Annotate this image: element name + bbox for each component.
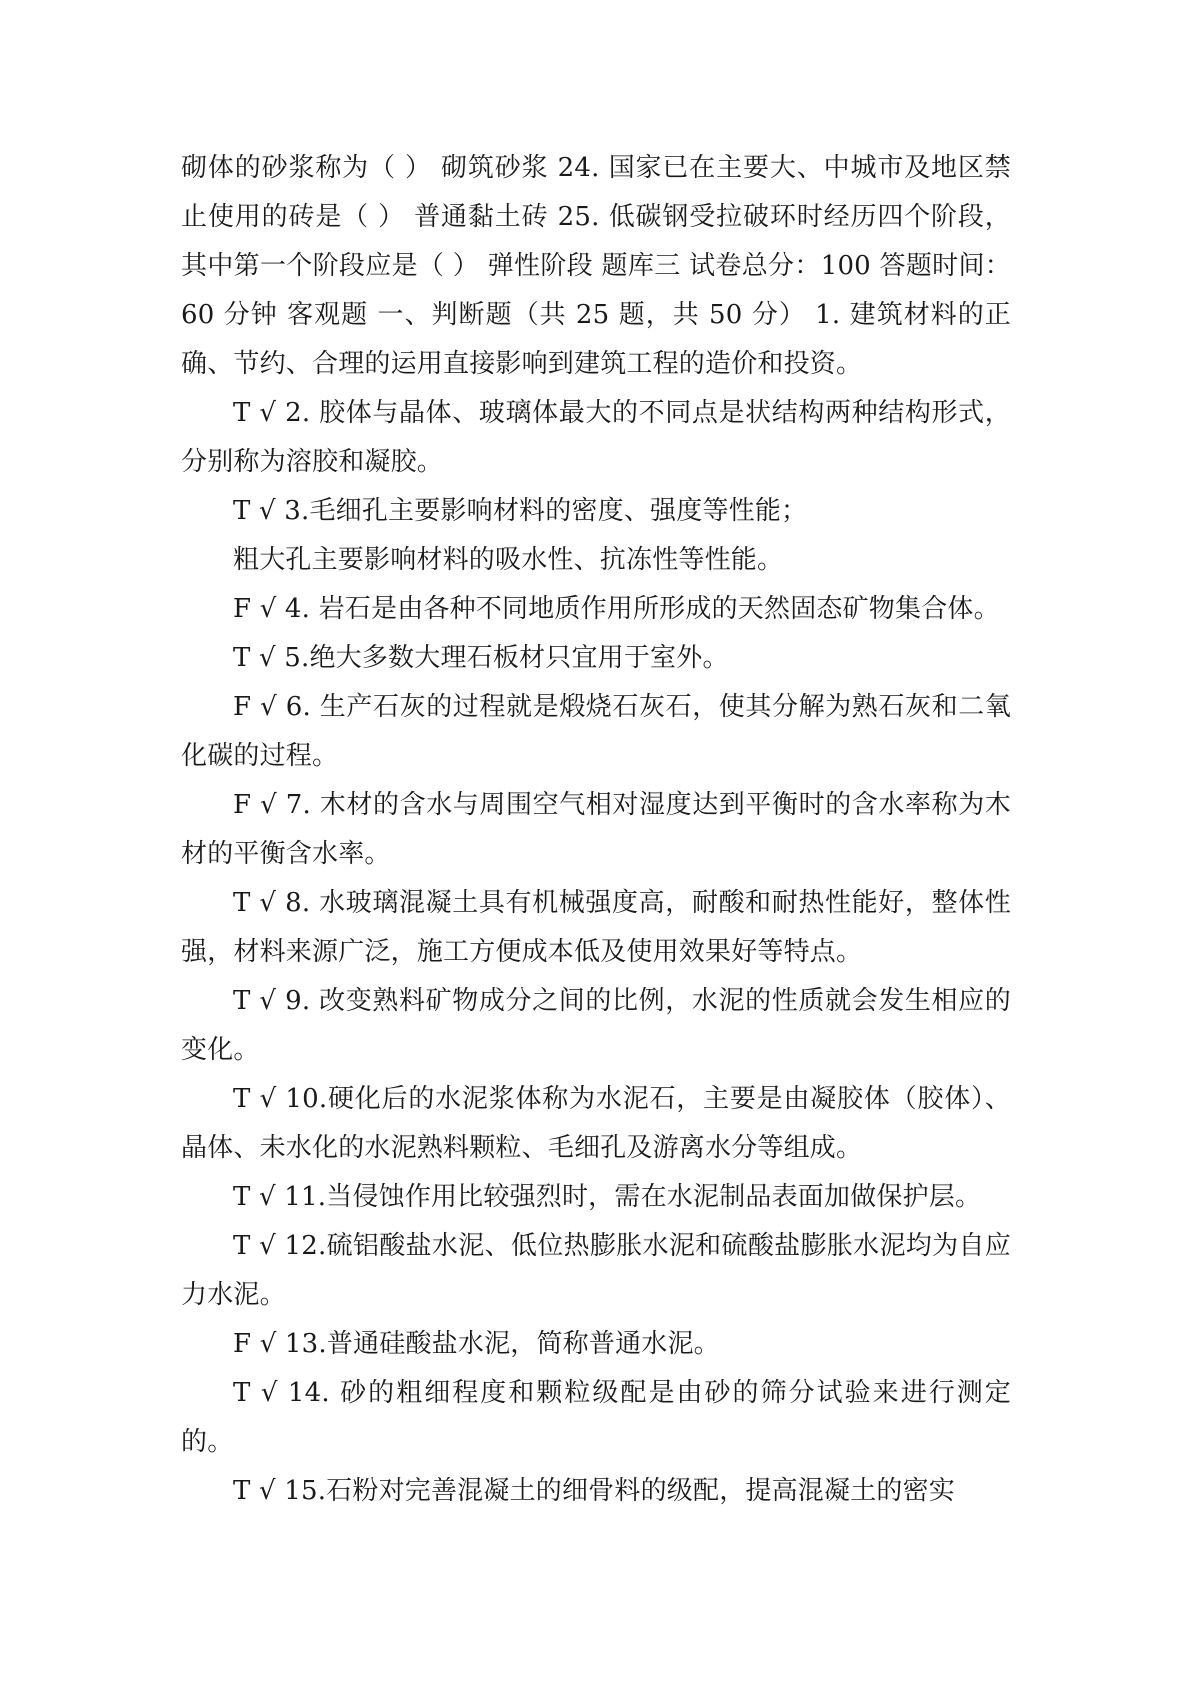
paragraph: 砌体的砂浆称为（ ） 砌筑砂浆 24. 国家已在主要大、中城市及地区禁止使用的砖是（ ） 普通黏土砖 25. 低碳钢受拉破环时经历四个阶段，其中第一个阶段应是（ ） 弹性阶段 题库三 试卷总分：100 答题时间：60 分钟 客观题 一、判断题（共 25 题，共 50 分） 1. 建筑材料的正确、节约、合理的运用直接影响到建筑工程的造价和投资。 [181, 153, 1011, 379]
paragraph: T √ 10.硬化后的水泥浆体称为水泥石，主要是由凝胶体（胶体）、晶体、未水化的水泥熟料颗粒、毛细孔及游离水分等组成。 [181, 1084, 1011, 1163]
paragraph: F √ 6. 生产石灰的过程就是煅烧石灰石，使其分解为熟石灰和二氧化碳的过程。 [181, 692, 1011, 771]
paragraph: T √ 12.硫铝酸盐水泥、低位热膨胀水泥和硫酸盐膨胀水泥均为自应力水泥。 [181, 1231, 1011, 1310]
paragraph: T √ 3.毛细孔主要影响材料的密度、强度等性能； [233, 496, 808, 526]
paragraph: T √ 5.绝大多数大理石板材只宜用于室外。 [233, 643, 729, 673]
paragraph: T √ 9. 改变熟料矿物成分之间的比例，水泥的性质就会发生相应的变化。 [181, 986, 1011, 1065]
paragraph: T √ 14. 砂的粗细程度和颗粒级配是由砂的筛分试验来进行测定的。 [181, 1378, 1011, 1457]
paragraph: F √ 4. 岩石是由各种不同地质作用所形成的天然固态矿物集合体。 [233, 594, 1000, 624]
paragraph: T √ 11.当侵蚀作用比较强烈时，需在水泥制品表面加做保护层。 [233, 1182, 982, 1212]
paragraph: F √ 13.普通硅酸盐水泥，简称普通水泥。 [233, 1329, 720, 1359]
paragraph: 粗大孔主要影响材料的吸水性、抗冻性等性能。 [233, 545, 784, 575]
paragraph: F √ 7. 木材的含水与周围空气相对湿度达到平衡时的含水率称为木材的平衡含水率。 [181, 790, 1011, 869]
paragraph: T √ 15.石粉对完善混凝土的细骨料的级配，提高混凝土的密实 [233, 1476, 955, 1506]
paragraph: T √ 8. 水玻璃混凝土具有机械强度高，耐酸和耐热性能好，整体性强，材料来源广泛，施工方便成本低及使用效果好等特点。 [181, 888, 1011, 967]
paragraph: T √ 2. 胶体与晶体、玻璃体最大的不同点是状结构两种结构形式，分别称为溶胶和凝胶。 [181, 398, 1011, 477]
document-body [181, 144, 1011, 1516]
